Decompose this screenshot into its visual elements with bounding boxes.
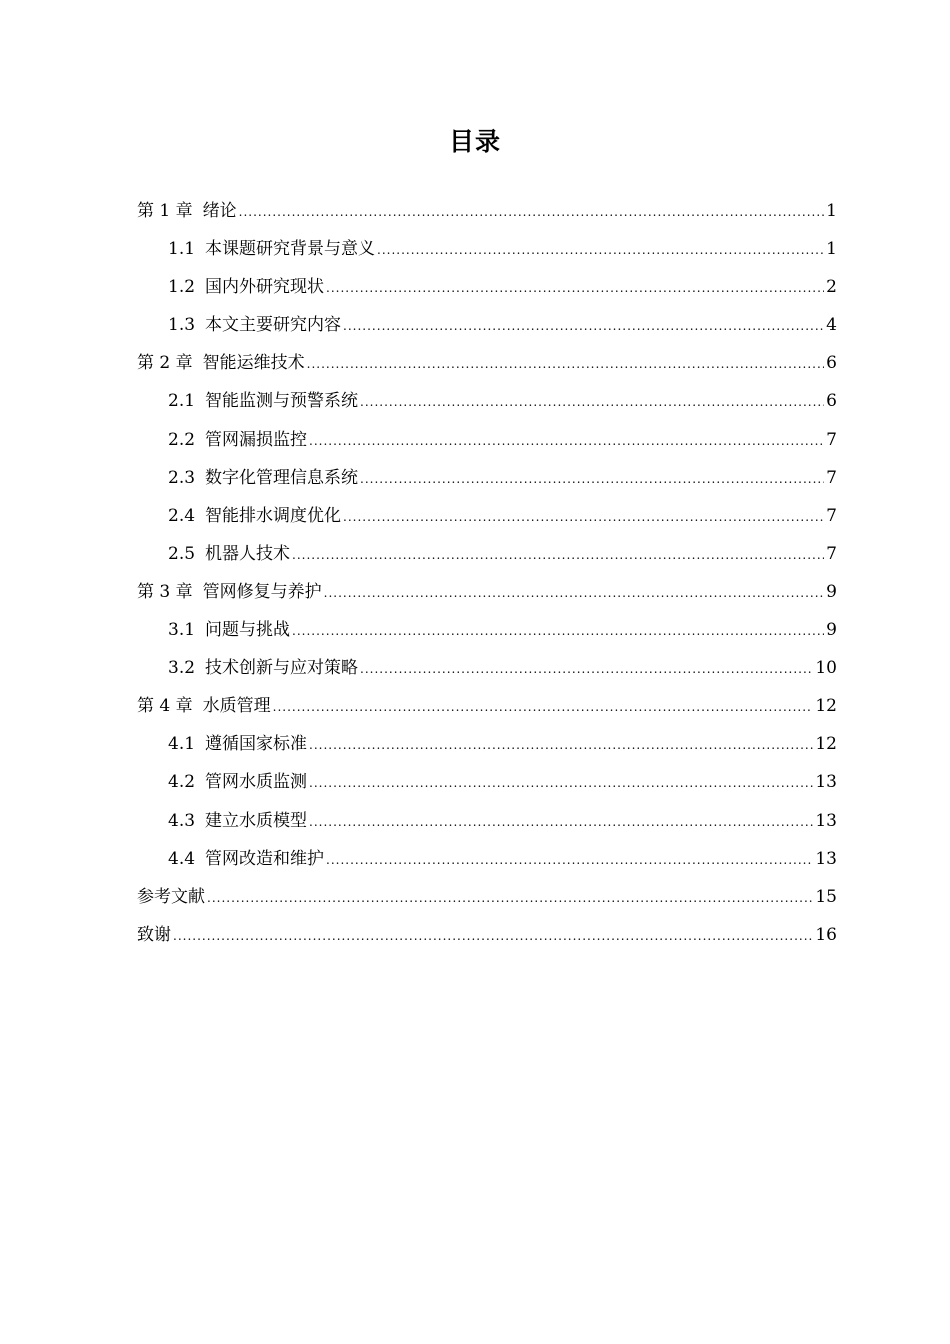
toc-entry-label — [168, 611, 290, 649]
toc-section-entry[interactable] — [137, 230, 837, 268]
toc-chapter-entry[interactable] — [137, 878, 837, 916]
toc-page-number: 7 — [826, 429, 837, 450]
toc-section-entry[interactable] — [137, 382, 837, 420]
toc-page-number: 13 — [815, 810, 837, 831]
toc-entry-title: 技术创新与应对策略 — [205, 658, 359, 679]
toc-section-entry[interactable] — [137, 802, 837, 840]
toc-dot-leader — [292, 612, 824, 650]
toc-entry-label — [137, 916, 171, 954]
toc-entry-label — [168, 459, 358, 497]
toc-entry-label — [137, 192, 237, 230]
toc-entry-label — [137, 687, 271, 725]
toc-dot-leader — [207, 879, 813, 917]
toc-chapter-entry[interactable] — [137, 687, 837, 725]
toc-section-entry[interactable] — [137, 840, 837, 878]
toc-entry-label — [137, 878, 205, 916]
toc-page-number: 13 — [815, 848, 837, 869]
toc-entry-label — [168, 725, 307, 763]
toc-page-number: 9 — [826, 620, 837, 641]
toc-section-entry[interactable] — [137, 306, 837, 344]
toc-section-entry[interactable] — [137, 459, 837, 497]
toc-page-number: 7 — [826, 505, 837, 526]
toc-entry-title: 管网改造和维护 — [205, 848, 325, 869]
toc-entry-number: 2.4 — [168, 505, 196, 526]
toc-dot-leader — [309, 726, 813, 764]
toc-entry-label — [137, 344, 305, 382]
toc-section-entry[interactable] — [137, 725, 837, 763]
toc-section-entry[interactable] — [137, 763, 837, 801]
toc-entry-number: 4.4 — [168, 848, 196, 869]
toc-section-entry[interactable] — [137, 421, 837, 459]
toc-entry-number: 1.2 — [168, 277, 196, 298]
toc-entry-title: 智能监测与预警系统 — [205, 391, 359, 412]
toc-entry-number: 第 4 章 — [137, 696, 193, 717]
toc-entry-label — [168, 763, 307, 801]
toc-entry-title: 本文主要研究内容 — [205, 315, 342, 336]
page-title: 目录 — [448, 127, 501, 156]
toc-dot-leader — [292, 536, 824, 574]
toc-entry-title: 本课题研究背景与意义 — [205, 239, 376, 260]
toc-chapter-entry[interactable] — [137, 344, 837, 382]
toc-entry-title: 参考文献 — [137, 886, 205, 907]
toc-chapter-entry[interactable] — [137, 192, 837, 230]
toc-entry-number: 2.3 — [168, 467, 196, 488]
toc-dot-leader — [307, 345, 825, 383]
toc-entry-number: 2.2 — [168, 429, 196, 450]
toc-dot-leader — [326, 269, 824, 307]
toc-entry-label — [168, 497, 341, 535]
toc-entry-label — [168, 421, 307, 459]
toc-dot-leader — [173, 917, 813, 955]
toc-page-number: 7 — [826, 543, 837, 564]
toc-entry-title: 机器人技术 — [205, 543, 291, 564]
toc-entry-title: 数字化管理信息系统 — [205, 467, 359, 488]
toc-page-number: 2 — [826, 277, 837, 298]
toc-entry-title: 水质管理 — [202, 696, 271, 717]
toc-page-number: 15 — [815, 886, 837, 907]
toc-dot-leader — [309, 803, 813, 841]
toc-dot-leader — [309, 764, 813, 802]
toc-page-number: 9 — [826, 581, 837, 602]
toc-entry-label — [168, 306, 341, 344]
toc-entry-title: 智能运维技术 — [202, 353, 305, 374]
toc-entry-label — [137, 573, 322, 611]
toc-dot-leader — [377, 231, 824, 269]
toc-entry-title: 国内外研究现状 — [205, 277, 325, 298]
toc-entry-title: 问题与挑战 — [205, 620, 291, 641]
toc-page-number: 12 — [815, 696, 837, 717]
toc-dot-leader — [309, 422, 824, 460]
toc-section-entry[interactable] — [137, 611, 837, 649]
toc-page-number: 10 — [815, 658, 837, 679]
toc-page-number: 4 — [826, 315, 837, 336]
toc-entry-label — [168, 268, 324, 306]
toc-page-number: 6 — [826, 353, 837, 374]
toc-entry-number: 1.3 — [168, 315, 196, 336]
toc-entry-title: 管网水质监测 — [205, 772, 308, 793]
toc-entry-title: 遵循国家标准 — [205, 734, 308, 755]
toc-dot-leader — [343, 498, 824, 536]
toc-page-number: 13 — [815, 772, 837, 793]
toc-page-number: 1 — [826, 239, 837, 260]
toc-section-entry[interactable] — [137, 268, 837, 306]
toc-entry-title: 建立水质模型 — [205, 810, 308, 831]
toc-dot-leader — [360, 460, 824, 498]
toc-dot-leader — [273, 688, 814, 726]
toc-dot-leader — [326, 841, 813, 879]
toc-page-number: 16 — [815, 924, 837, 945]
toc-entry-number: 4.1 — [168, 734, 196, 755]
toc-chapter-entry[interactable] — [137, 916, 837, 954]
toc-section-entry[interactable] — [137, 535, 837, 573]
toc-entry-number: 4.2 — [168, 772, 196, 793]
toc-entry-title: 管网漏损监控 — [205, 429, 308, 450]
toc-chapter-entry[interactable] — [137, 573, 837, 611]
toc-entry-number: 第 2 章 — [137, 353, 193, 374]
toc-entry-number: 3.2 — [168, 658, 196, 679]
toc-page-number: 7 — [826, 467, 837, 488]
toc-entry-label — [168, 382, 358, 420]
toc-entry-label — [168, 802, 307, 840]
toc-entry-label — [168, 649, 358, 687]
toc-entry-label — [168, 535, 290, 573]
toc-entry-number: 3.1 — [168, 620, 196, 641]
toc-dot-leader — [360, 383, 824, 421]
toc-entry-title: 致谢 — [137, 924, 171, 945]
toc-entry-label — [168, 840, 324, 878]
toc-entry-number: 第 3 章 — [137, 581, 193, 602]
toc-entry-title: 管网修复与养护 — [202, 581, 322, 602]
toc-entry-label — [168, 230, 375, 268]
toc-entry-number: 4.3 — [168, 810, 196, 831]
toc-page-number: 1 — [826, 201, 837, 221]
toc-page-number: 6 — [826, 391, 837, 412]
toc-dot-leader — [239, 193, 825, 231]
toc-section-entry[interactable] — [137, 649, 837, 687]
toc-dot-leader — [324, 574, 825, 612]
toc-entry-number: 2.5 — [168, 543, 196, 564]
toc-dot-leader — [343, 307, 824, 345]
table-of-contents — [137, 192, 837, 954]
toc-entry-number: 2.1 — [168, 391, 196, 412]
toc-entry-title: 绪论 — [202, 201, 237, 221]
toc-entry-number: 1.1 — [168, 239, 196, 260]
toc-entry-number: 第 1 章 — [137, 201, 193, 221]
toc-page-number: 12 — [815, 734, 837, 755]
toc-dot-leader — [360, 650, 813, 688]
toc-section-entry[interactable] — [137, 497, 837, 535]
toc-entry-title: 智能排水调度优化 — [205, 505, 342, 526]
